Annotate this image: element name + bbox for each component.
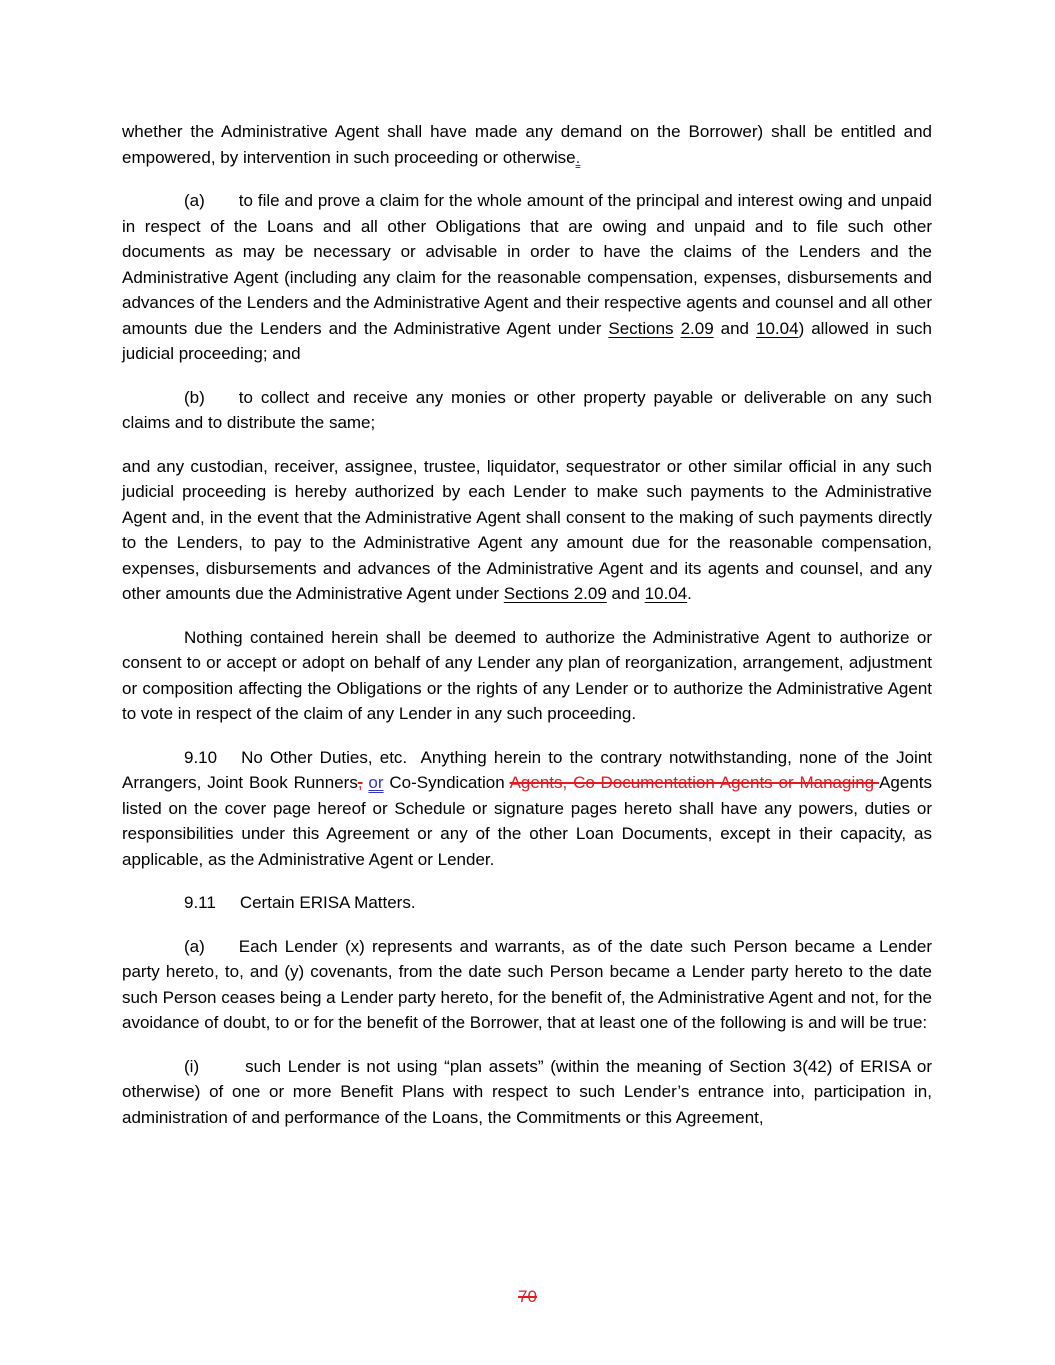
text-run: Certain ERISA Matters. [239,893,416,912]
text-run: (a) [184,936,205,956]
paragraph [122,745,932,873]
paragraph [122,625,932,727]
paragraph [122,119,932,170]
paragraph [122,934,932,1036]
inserted-text: or [368,773,384,792]
text-run: Each Lender (x) represents and warrants, as of the date such Person became a Lender party hereto, to, and (y) covenants, from the date such Person became a Lender party hereto to the date such Person ceases being a Lender party hereto, for the benefit of, the Administrative Agent and not, for the avoidance of doubt, to or for the benefit of the Borrower, that at least one of the following is and will be true: [122,936,932,1032]
page-number: 70 [518,1286,537,1306]
text-run: (a) [184,191,205,210]
paragraph [122,385,932,436]
document-body [122,119,932,1130]
underlined-reference: 10.04 [756,318,799,338]
text-run: (i) [184,1056,200,1076]
paragraph [122,454,932,607]
text-run: (b) [184,387,205,407]
text-run: and [606,584,645,603]
text-run: Agents listed on the cover page hereof or Schedule or signature pages hereto shall have any powers, duties or responsibilities under this Agreement or any of the other Loan Documents, except in their capacity, as applicable, as the Administrative Agent or Lender. [122,773,932,869]
deleted-text: , [357,773,363,792]
inserted-text: . [575,147,581,167]
underlined-reference: 10.04 [644,584,688,603]
text-run: and any custodian, receiver, assignee, trustee, liquidator, sequestrator or other similar official in any such judicial proceeding is hereby authorized by each Lender to make such payments to the Administrative Agent and, in the event that the Administrative Agent shall consent to the making of such payments directly to the Lenders, to pay to the Administrative Agent any amount due for the reasonable compensation, expenses, disbursements and advances of the Administrative Agent and its agents and counsel, and any other amounts due the Administrative Agent under [122,456,932,603]
underlined-reference: Sections 2.09 [503,584,607,603]
text-run [674,319,681,338]
text-run: . [687,584,692,603]
text-run: and [713,318,757,338]
text-run: whether the Administrative Agent shall have made any demand on the Borrower) shall be entitled and empowered, by intervention in such proceeding or otherwise [122,122,932,167]
page-footer [0,1284,1055,1310]
text-run: No Other Duties, etc. Anything herein to the contrary notwithstanding, none of the Joint Arrangers, Joint Book Runners [122,747,932,792]
underlined-reference: 2.09 [680,318,714,338]
paragraph [122,188,932,367]
text-run: to file and prove a claim for the whole amount of the principal and interest owing and unpaid in respect of the Loans and all other Obligations that are owing and unpaid and to file such other documents as may be necessary or advisable in order to have the claims of the Lenders and the Administrative Agent (including any claim for the reasonable compensation, expenses, disbursements and advances of the Lenders and the Administrative Agent and their respective agents and counsel and all other amounts due the Lenders and the Administrative Agent under [122,191,932,338]
text-run: 9.11 [184,893,216,912]
text-run: ) allowed in such judicial proceeding; and [122,318,932,363]
paragraph [122,890,932,916]
text-run: Nothing contained herein shall be deemed to authorize the Administrative Agent to authorize or consent to or accept or adopt on behalf of any Lender any plan of reorganization, arrangement, adjustment or composition affecting the Obligations or the rights of any Lender or to authorize the Administrative Agent to vote in respect of the claim of any Lender in any such proceeding. [122,627,932,723]
underlined-reference: Sections [608,318,674,338]
text-run: Co-Syndication [383,773,510,792]
text-run: such Lender is not using “plan assets” (within the meaning of Section 3(42) of ERISA or otherwise) of one or more Benefit Plans with respect to such Lender’s entrance into, participation in, administration of and performance of the Loans, the Commitments or this Agreement, [122,1056,932,1127]
text-run: to collect and receive any monies or other property payable or deliverable on any such claims and to distribute the same; [122,387,932,432]
paragraph [122,1054,932,1131]
deleted-text: Agents, Co-Documentation Agents or Managing [509,773,880,792]
text-run: 9.10 [184,747,218,767]
